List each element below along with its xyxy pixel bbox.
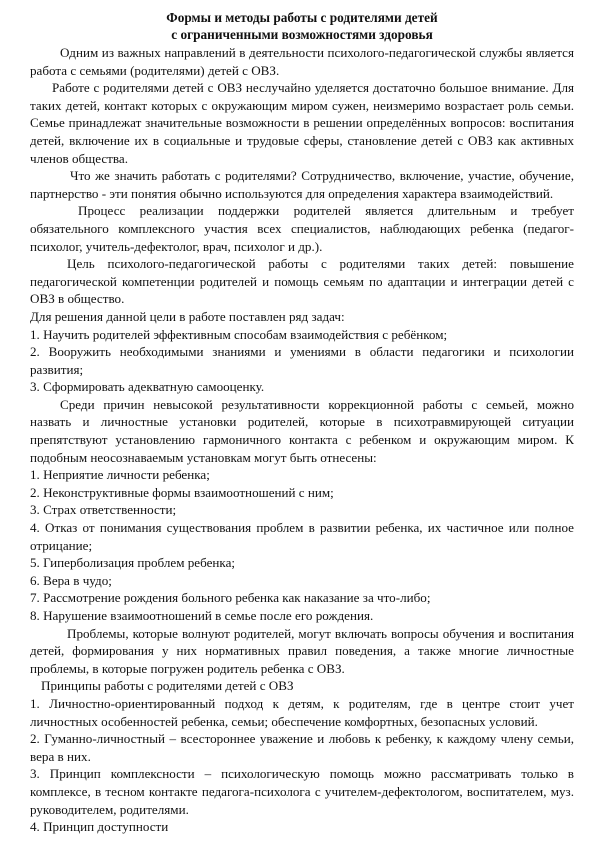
list-item: 2. Гуманно-личностный – всестороннее уважение и любовь к ребенку, к каждому члену семьи, вера в них. — [30, 731, 574, 764]
list-item: 6. Вера в чудо; — [30, 572, 112, 588]
list-item: 8. Нарушение взаимоотношений в семье после его рождения. — [30, 608, 374, 623]
list-item: 4. Отказ от понимания существования проблем в развитии ребенка, их частичное или полное отрицание; — [30, 520, 574, 553]
paragraph-what-means: Что же значить работать с родителями? Сотрудничество, включение, участие, обучение, партнерство - эти понятия обычно используются для определения характера взаимодействий. — [30, 168, 574, 201]
list-item: 3. Страх ответственности; — [30, 502, 177, 518]
paragraph-process: Процесс реализации поддержки родителей является длительным и требует обязательного комплексного участия всех специалистов, наблюдающих ребенка (педагог-психолог, учитель-дефектолог, врач, психолог и др.). — [30, 203, 574, 254]
list-item: 7. Рассмотрение рождения больного ребенка как наказание за что-либо; — [30, 590, 431, 606]
title-line-2: с ограниченными возможностями здоровья — [171, 26, 433, 42]
list-item: 2. Неконструктивные формы взаимоотношений с ним; — [30, 484, 334, 500]
list-item: 5. Гиперболизация проблем ребенка; — [30, 555, 236, 571]
paragraph-intro: Одним из важных направлений в деятельности психолого-педагогической службы является работа с семьями (родителями) детей с ОВЗ. — [30, 45, 574, 78]
paragraph-goal: Цель психолого-педагогической работы с родителями таких детей: повышение педагогической компетенции родителей и помощь семьям по адаптации и интеграции детей с ОВЗ в общество. — [30, 256, 574, 307]
document-page — [30, 10, 574, 836]
principles-list — [30, 695, 574, 836]
list-item: 3. Сформировать адекватную самооценку. — [30, 379, 265, 395]
list-item: 3. Принцип комплексности – психологическую помощь можно рассматривать только в комплексе, в тесном контакте педагога-психолога с учителем-дефектологом, воспитателем, муз. руководителем, родителями. — [30, 766, 574, 817]
title-line-1: Формы и методы работы с родителями детей — [166, 10, 438, 25]
tasks-list — [30, 326, 574, 396]
paragraph-importance: Работе с родителями детей с ОВЗ неслучайно уделяется достаточно большое внимание. Для таких детей, контакт которых с окружающим миром сужен, неизмеримо возрастает роль семьи. Семье принадлежат значительные возможности в решении определённых вопросов: воспитания детей, включение их в социальные и трудовые сферы, становление детей с ОВЗ как активных членов общества. — [30, 80, 574, 166]
paragraph-principles-heading: Принципы работы с родителями детей с ОВЗ — [41, 678, 294, 694]
list-item: 1. Личностно-ориентированный подход к детям, к родителям, где в центре стоит учет личностных особенностей ребенка, семьи; обеспечение комфортных, безопасных условий. — [30, 695, 574, 729]
list-item: 4. Принцип доступности — [30, 819, 169, 835]
paragraph-problems: Проблемы, которые волнуют родителей, могут включать вопросы обучения и воспитания детей, формирования у них нормативных правил поведения, а также многие личностные проблемы, в которые погружен родитель ребенка с ОВЗ. — [30, 625, 574, 676]
paragraph-tasks-intro: Для решения данной цели в работе поставлен ряд задач: — [30, 308, 345, 324]
list-item: 1. Научить родителей эффективным способам взаимодействия с ребёнком; — [30, 326, 448, 342]
paragraph-reasons: Среди причин невысокой результативности коррекционной работы с семьей, можно назвать и личностные установки родителей, которые в психотравмирующей ситуации препятствуют установлению гармоничного контакта с ребенком и окружающим миром. К подобным неосознаваемым установкам могут быть отнесены: — [30, 396, 574, 465]
list-item: 1. Неприятие личности ребенка; — [30, 467, 210, 483]
page-title — [30, 10, 574, 43]
list-item: 2. Вооружить необходимыми знаниями и умениями в области педагогики и психологии развития; — [30, 344, 574, 377]
attitudes-list — [30, 466, 574, 624]
